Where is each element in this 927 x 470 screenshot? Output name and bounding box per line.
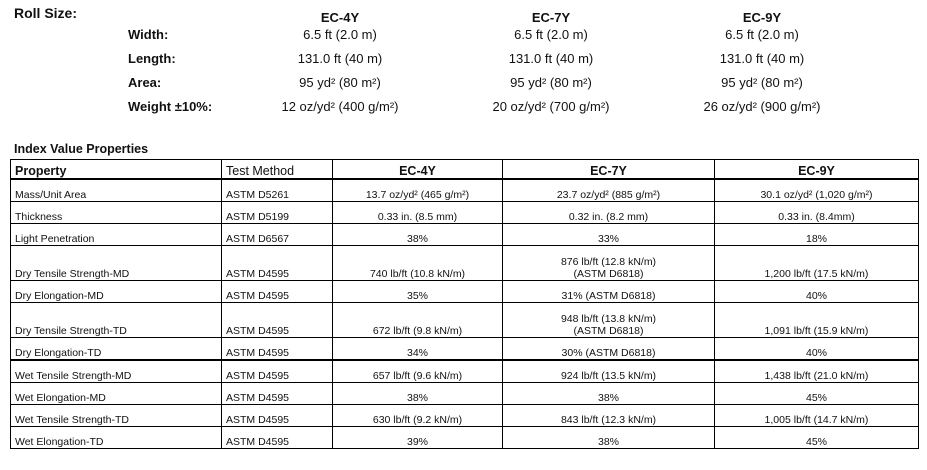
ec-9y-cell: 0.33 in. (8.4mm) — [715, 202, 919, 224]
index-properties-title: Index Value Properties — [14, 142, 149, 156]
ec-7y-cell: 843 lb/ft (12.3 kN/m) — [503, 405, 715, 427]
ec-9y-cell: 1,091 lb/ft (15.9 kN/m) — [715, 303, 919, 338]
table-row — [11, 338, 919, 361]
roll-label-length: Length: — [128, 51, 176, 66]
roll-label-area: Area: — [128, 75, 162, 90]
ec-4y-cell: 657 lb/ft (9.6 kN/m) — [333, 360, 503, 383]
ec-4y-cell: 13.7 oz/yd² (465 g/m²) — [333, 179, 503, 202]
test-method-cell: ASTM D4595 — [222, 383, 333, 405]
ec-7y-cell: 924 lb/ft (13.5 kN/m) — [503, 360, 715, 383]
ec-9y-cell: 1,438 lb/ft (21.0 kN/m) — [715, 360, 919, 383]
property-cell: Wet Elongation-MD — [11, 383, 222, 405]
roll-value: 131.0 ft (40 m) — [297, 51, 383, 66]
ec-7y-cell: 876 lb/ft (12.8 kN/m) (ASTM D6818) — [503, 246, 715, 281]
table-row — [11, 303, 919, 338]
ec-4y-cell: 630 lb/ft (9.2 kN/m) — [333, 405, 503, 427]
property-cell: Wet Elongation-TD — [11, 427, 222, 449]
property-cell: Thickness — [11, 202, 222, 224]
roll-product-ec-9y: EC-9Y — [742, 10, 782, 25]
test-method-cell: ASTM D4595 — [222, 360, 333, 383]
ec-4y-cell: 0.33 in. (8.5 mm) — [333, 202, 503, 224]
header-ec-4y: EC-4Y — [333, 160, 503, 180]
ec-9y-cell: 40% — [715, 338, 919, 361]
table-row — [11, 202, 919, 224]
header-property: Property — [11, 160, 222, 180]
roll-size-title: Roll Size: — [14, 5, 78, 21]
test-method-cell: ASTM D4595 — [222, 427, 333, 449]
header-ec-9y: EC-9Y — [715, 160, 919, 180]
ec-4y-cell: 740 lb/ft (10.8 kN/m) — [333, 246, 503, 281]
ec-7y-cell: 31% (ASTM D6818) — [503, 281, 715, 303]
table-row — [11, 383, 919, 405]
ec-9y-cell: 18% — [715, 224, 919, 246]
test-method-cell: ASTM D5199 — [222, 202, 333, 224]
ec-7y-cell: 38% — [503, 427, 715, 449]
table-row — [11, 246, 919, 281]
ec-4y-cell: 672 lb/ft (9.8 kN/m) — [333, 303, 503, 338]
table-row — [11, 224, 919, 246]
ec-9y-cell: 40% — [715, 281, 919, 303]
property-cell: Light Penetration — [11, 224, 222, 246]
ec-4y-cell: 38% — [333, 383, 503, 405]
header-ec-7y: EC-7Y — [503, 160, 715, 180]
test-method-cell: ASTM D4595 — [222, 303, 333, 338]
roll-value: 95 yd² (80 m²) — [510, 75, 592, 90]
ec-7y-cell: 38% — [503, 383, 715, 405]
roll-value: 26 oz/yd² (900 g/m²) — [703, 99, 821, 114]
roll-product-ec-4y: EC-4Y — [320, 10, 360, 25]
test-method-cell: ASTM D6567 — [222, 224, 333, 246]
property-cell: Dry Tensile Strength-TD — [11, 303, 222, 338]
ec-9y-cell: 1,200 lb/ft (17.5 kN/m) — [715, 246, 919, 281]
property-cell: Dry Tensile Strength-MD — [11, 246, 222, 281]
property-cell: Wet Tensile Strength-TD — [11, 405, 222, 427]
table-row — [11, 179, 919, 202]
table-body — [11, 179, 919, 449]
roll-product-ec-7y: EC-7Y — [531, 10, 571, 25]
table-row — [11, 405, 919, 427]
test-method-cell: ASTM D4595 — [222, 405, 333, 427]
test-method-cell: ASTM D5261 — [222, 179, 333, 202]
test-method-cell: ASTM D4595 — [222, 281, 333, 303]
roll-value: 131.0 ft (40 m) — [508, 51, 594, 66]
ec-7y-cell: 23.7 oz/yd² (885 g/m²) — [503, 179, 715, 202]
table-row — [11, 281, 919, 303]
table-header-row — [11, 160, 919, 180]
roll-value: 20 oz/yd² (700 g/m²) — [492, 99, 610, 114]
roll-label-weight: Weight ±10%: — [128, 99, 213, 114]
roll-value: 131.0 ft (40 m) — [719, 51, 805, 66]
ec-7y-cell: 33% — [503, 224, 715, 246]
property-cell: Dry Elongation-MD — [11, 281, 222, 303]
ec-7y-cell: 30% (ASTM D6818) — [503, 338, 715, 361]
roll-label-width: Width: — [128, 27, 169, 42]
table-row — [11, 360, 919, 383]
ec-7y-cell: 0.32 in. (8.2 mm) — [503, 202, 715, 224]
roll-value: 95 yd² (80 m²) — [299, 75, 381, 90]
property-cell: Wet Tensile Strength-MD — [11, 360, 222, 383]
roll-value: 95 yd² (80 m²) — [721, 75, 803, 90]
roll-value: 6.5 ft (2.0 m) — [514, 27, 588, 42]
ec-4y-cell: 39% — [333, 427, 503, 449]
ec-4y-cell: 35% — [333, 281, 503, 303]
property-cell: Dry Elongation-TD — [11, 338, 222, 361]
ec-9y-cell: 30.1 oz/yd² (1,020 g/m²) — [715, 179, 919, 202]
roll-value: 12 oz/yd² (400 g/m²) — [281, 99, 399, 114]
ec-7y-cell: 948 lb/ft (13.8 kN/m) (ASTM D6818) — [503, 303, 715, 338]
ec-4y-cell: 38% — [333, 224, 503, 246]
roll-value: 6.5 ft (2.0 m) — [725, 27, 799, 42]
property-cell: Mass/Unit Area — [11, 179, 222, 202]
header-test-method: Test Method — [222, 160, 333, 180]
index-properties-table — [10, 159, 919, 449]
ec-9y-cell: 1,005 lb/ft (14.7 kN/m) — [715, 405, 919, 427]
table-row — [11, 427, 919, 449]
ec-4y-cell: 34% — [333, 338, 503, 361]
test-method-cell: ASTM D4595 — [222, 338, 333, 361]
roll-value: 6.5 ft (2.0 m) — [303, 27, 377, 42]
ec-9y-cell: 45% — [715, 427, 919, 449]
ec-9y-cell: 45% — [715, 383, 919, 405]
test-method-cell: ASTM D4595 — [222, 246, 333, 281]
